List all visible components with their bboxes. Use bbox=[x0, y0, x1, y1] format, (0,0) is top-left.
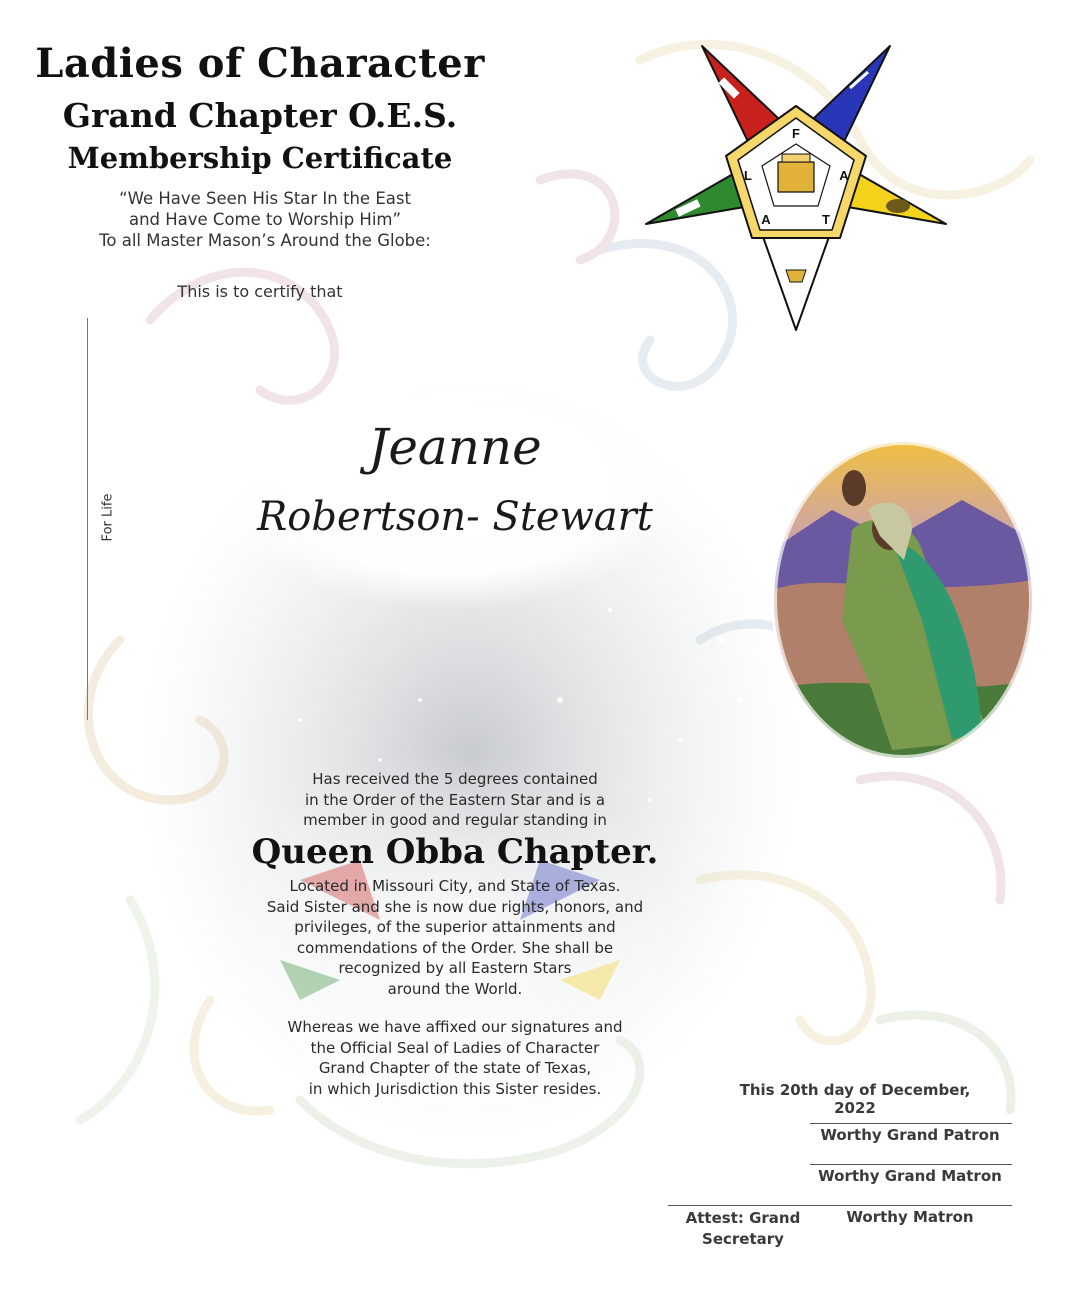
member-last-name: Robertson- Stewart bbox=[257, 494, 653, 540]
body-line: the Official Seal of Ladies of Character bbox=[310, 1038, 600, 1057]
emblem-letter: T bbox=[822, 212, 830, 227]
certificate-title-chapter: Grand Chapter O.E.S. bbox=[62, 96, 458, 135]
bible-icon bbox=[782, 154, 810, 162]
emblem-letter: A bbox=[761, 212, 771, 227]
issue-date-line: This 20th day of December, 2022 bbox=[739, 1081, 971, 1117]
worthy-grand-patron-label: Worthy Grand Patron bbox=[820, 1126, 1000, 1144]
quote-line: To all Master Mason’s Around the Globe: bbox=[99, 231, 431, 250]
crown-icon bbox=[786, 270, 806, 282]
body-line: in the Order of the Eastern Star and is a bbox=[304, 790, 606, 809]
quote-line: and Have Come to Worship Him” bbox=[128, 210, 402, 229]
body-line: Whereas we have affixed our signatures and bbox=[287, 1018, 623, 1036]
emblem-letter: F bbox=[792, 126, 800, 141]
body-line: in which Jurisdiction this Sister resides. bbox=[308, 1079, 602, 1098]
attest-line: Attest: Grand bbox=[685, 1209, 801, 1227]
body-line: Has received the 5 degrees contained bbox=[312, 770, 598, 788]
signature-line-bottom bbox=[668, 1205, 1012, 1206]
signature-line-grand-matron bbox=[810, 1164, 1012, 1165]
side-rule bbox=[87, 318, 88, 720]
sheaf-icon bbox=[886, 199, 910, 213]
emblem-letter: A bbox=[839, 168, 849, 183]
body-line: Said Sister and she is now due rights, honors, and bbox=[266, 897, 644, 916]
certificate-title-type: Membership Certificate bbox=[67, 141, 453, 175]
member-first-name: Jeanne bbox=[368, 418, 542, 476]
body-line: around the World. bbox=[387, 979, 523, 998]
certificate-title-org: Ladies of Character bbox=[35, 40, 485, 87]
portrait-hands bbox=[842, 470, 866, 506]
body-line: recognized by all Eastern Stars bbox=[338, 959, 572, 977]
body-line: Grand Chapter of the state of Texas, bbox=[318, 1059, 592, 1077]
rights-paragraph bbox=[240, 876, 670, 999]
for-life-label: For Life bbox=[100, 493, 116, 542]
scripture-quote bbox=[70, 188, 460, 251]
attest-grand-secretary-label bbox=[678, 1208, 808, 1250]
worthy-grand-matron-label: Worthy Grand Matron bbox=[818, 1167, 1002, 1185]
altar-icon bbox=[778, 162, 814, 192]
signature-line-patron bbox=[810, 1123, 1012, 1124]
body-line: member in good and regular standing in bbox=[303, 811, 607, 829]
body-line: privileges, of the superior attainments and bbox=[294, 918, 616, 936]
seal-paragraph bbox=[250, 1017, 660, 1099]
praying-woman-portrait bbox=[772, 440, 1034, 760]
certify-text: This is to certify that bbox=[177, 282, 343, 301]
body-line: commendations of the Order. She shall be bbox=[296, 938, 614, 957]
emblem-letter: L bbox=[744, 168, 752, 183]
eastern-star-emblem bbox=[640, 38, 952, 334]
degrees-paragraph bbox=[250, 769, 660, 831]
quote-line: “We Have Seen His Star In the East bbox=[119, 189, 411, 208]
attest-line: Secretary bbox=[702, 1230, 784, 1248]
worthy-matron-label: Worthy Matron bbox=[846, 1208, 974, 1226]
chapter-name: Queen Obba Chapter. bbox=[251, 832, 659, 872]
body-line: Located in Missouri City, and State of Texas. bbox=[289, 877, 621, 895]
name-cloud bbox=[220, 370, 680, 610]
